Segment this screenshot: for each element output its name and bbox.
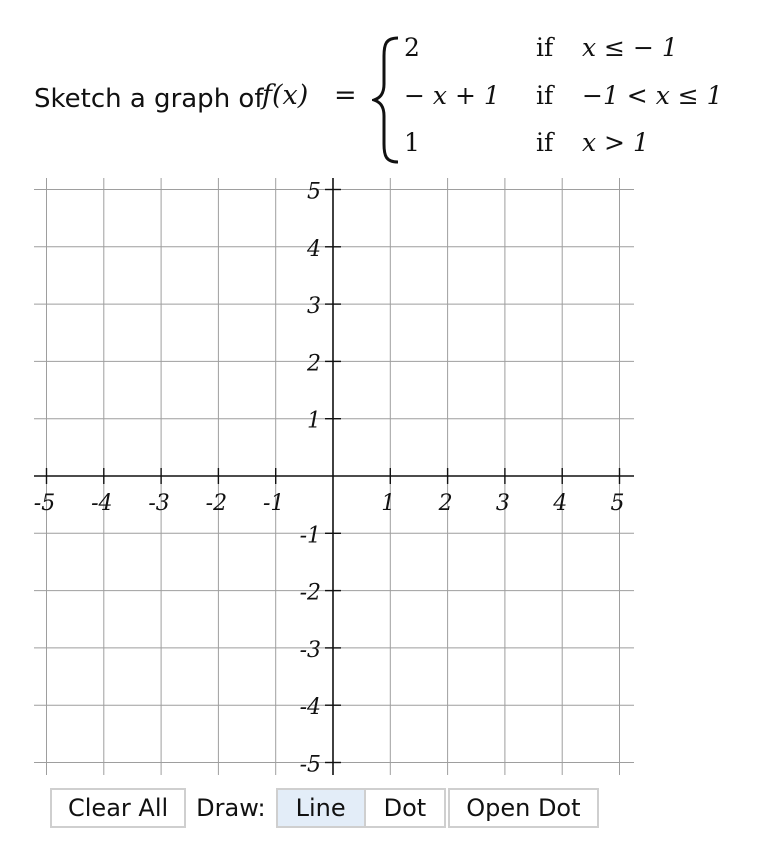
y-tick-label: -1 (299, 523, 321, 549)
x-tick-label: 1 (381, 491, 396, 516)
piece-3-expr: 1 (404, 128, 420, 157)
y-tick-label: 4 (307, 236, 321, 262)
x-tick-label: 4 (553, 491, 568, 516)
y-tick-label: -4 (299, 695, 321, 721)
equals-sign: = (334, 80, 357, 111)
piece-2-condition: −1 < x ≤ 1 (582, 81, 723, 110)
dot-tool-button[interactable]: Dot (364, 788, 447, 828)
x-tick-label: 5 (610, 491, 625, 516)
x-tick-label: 2 (438, 491, 453, 516)
prompt-text: Sketch a graph of (34, 84, 264, 114)
y-tick-label: -5 (299, 752, 321, 778)
x-tick-label: -3 (148, 491, 170, 516)
y-tick-label: 5 (307, 179, 321, 205)
piece-1-expr: 2 (404, 33, 420, 62)
piece-2-expr: − x + 1 (404, 81, 500, 110)
clear-all-button[interactable]: Clear All (50, 788, 186, 828)
draw-label: Draw: (196, 794, 266, 822)
piece-3-if: if (536, 128, 554, 157)
piece-3-condition: x > 1 (582, 128, 649, 157)
x-tick-label: -5 (33, 491, 56, 516)
y-tick-label: -2 (299, 580, 321, 606)
piece-1-condition: x ≤ − 1 (582, 33, 678, 62)
piece-1-if: if (536, 33, 554, 62)
x-tick-label: -1 (262, 491, 285, 516)
x-tick-label: -4 (91, 491, 113, 516)
y-tick-label: 2 (307, 351, 321, 377)
x-tick-label: 3 (495, 491, 510, 516)
piece-2-if: if (536, 81, 554, 110)
y-tick-label: 1 (307, 408, 321, 434)
function-name: f(x) (262, 80, 309, 111)
line-tool-button[interactable]: Line (276, 788, 366, 828)
x-tick-label: -2 (205, 491, 228, 516)
drawing-toolbar (50, 787, 599, 829)
open-dot-tool-button[interactable]: Open Dot (448, 788, 598, 828)
y-tick-label: -3 (299, 637, 321, 663)
y-tick-label: 3 (307, 294, 321, 320)
